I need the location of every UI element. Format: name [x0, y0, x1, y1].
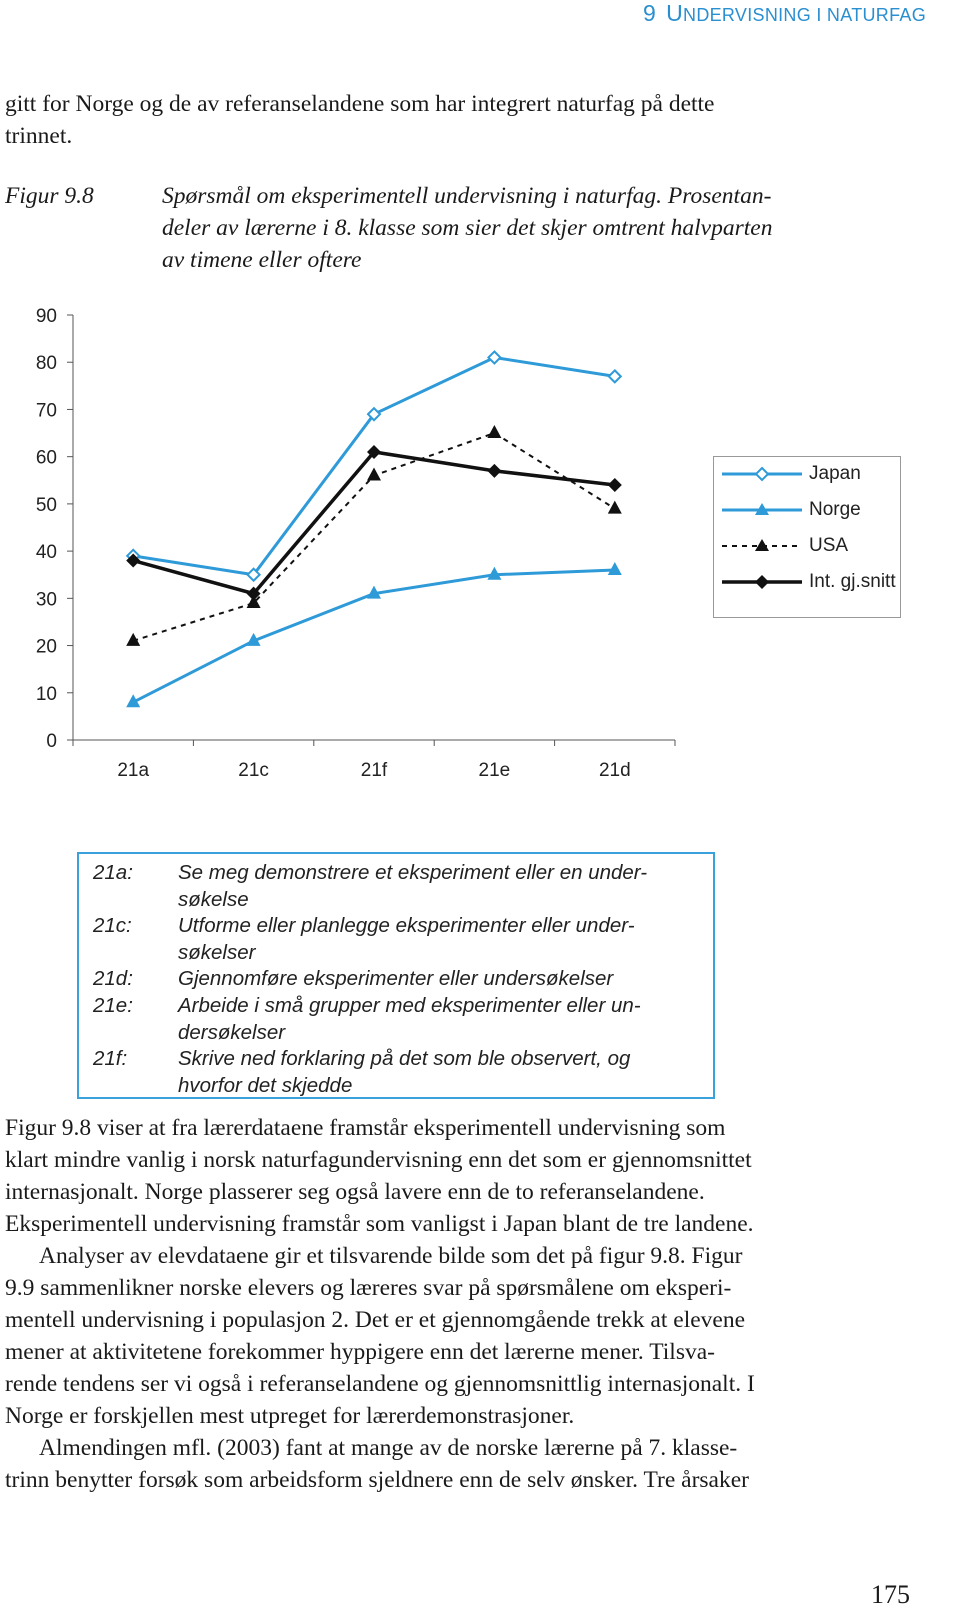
caption-line: deler av lærerne i 8. klasse som sier det skjer omtrent halvparten: [162, 215, 773, 241]
definition-line: Utforme eller planlegge eksperimenter eller under-: [178, 914, 635, 937]
body-line: 9.9 sammenlikner norske elevers og læreres svar på spørsmålene om eksperi-: [5, 1275, 732, 1301]
y-tick-label: 40: [35, 542, 57, 564]
data-point: [608, 478, 622, 492]
chart-series: [126, 352, 622, 708]
body-line: Almendingen mfl. (2003) fant at mange av de norske lærerne på 7. klasse-: [39, 1435, 738, 1461]
y-tick-label: 90: [35, 306, 57, 327]
definition-line: Skrive ned forklaring på det som ble observert, og: [178, 1047, 631, 1070]
chart-axes: [36, 306, 675, 781]
body-line: internasjonalt. Norge plasserer seg også lavere enn de to referanselandene.: [5, 1179, 705, 1205]
legend-int-swatch: [722, 567, 807, 597]
definition-code: 21a:: [93, 861, 133, 884]
legend-item-norge: [714, 495, 900, 525]
data-point: [487, 425, 501, 438]
y-tick-label: 10: [35, 683, 57, 705]
series-line-2: [133, 433, 615, 641]
chapter-title-rest: NDERVISNING I NATURFAG: [683, 5, 926, 25]
definition-code: 21f:: [93, 1047, 128, 1070]
intro-paragraph: [5, 88, 910, 152]
definition-text: [178, 1046, 698, 1099]
legend-label: Int. gj.snitt: [809, 571, 896, 592]
definition-line: søkelser: [178, 940, 256, 964]
definition-code: 21d:: [93, 967, 133, 990]
series-line-0: [133, 358, 615, 575]
legend-label: USA: [809, 535, 849, 556]
body-line: Analyser av elevdataene gir et tilsvarende bilde som det på figur 9.8. Figur: [39, 1243, 743, 1269]
body-line: mener at aktivitetene forekommer hyppigere enn det lærerne mener. Tilsva-: [5, 1339, 715, 1365]
definition-code: 21c:: [93, 914, 132, 937]
y-tick-label: 20: [35, 636, 57, 658]
definitions-box: [77, 852, 715, 1099]
y-tick-label: 80: [35, 353, 57, 375]
definition-line: Arbeide i små grupper med eksperimenter eller un-: [178, 994, 641, 1017]
data-point: [609, 370, 621, 382]
page-number: 175: [871, 1580, 910, 1609]
y-tick-label: 70: [35, 400, 57, 422]
x-tick-label: 21a: [117, 760, 150, 781]
x-tick-label: 21c: [238, 760, 269, 781]
x-tick-label: 21f: [360, 760, 388, 781]
legend-norge-swatch: [722, 495, 807, 525]
chapter-number: 9: [643, 0, 657, 26]
legend-japan-swatch: [722, 459, 807, 489]
y-tick-label: 0: [46, 731, 57, 752]
definition-line: Se meg demonstrere et eksperiment eller en under-: [178, 861, 648, 884]
x-tick-label: 21d: [598, 760, 631, 781]
definition-line: Gjennomføre eksperimenter eller undersøkelser: [178, 967, 614, 990]
legend-item-japan: [714, 459, 900, 489]
definition-text: [178, 966, 698, 993]
data-point: [367, 468, 381, 481]
definition-line: hvorfor det skjedde: [178, 1073, 353, 1097]
definition-text: [178, 913, 698, 966]
caption-line: Spørsmål om eksperimentell undervisning i naturfag. Prosentan-: [162, 183, 772, 209]
y-tick-label: 30: [35, 589, 57, 611]
legend-item-int-snitt: [714, 567, 900, 597]
data-point: [608, 562, 622, 575]
caption-line: av timene eller oftere: [162, 247, 362, 273]
figure-label: Figur 9.8: [5, 183, 94, 209]
y-tick-label: 60: [35, 447, 57, 469]
definition-text: [178, 860, 698, 913]
definition-code: 21e:: [93, 994, 133, 1017]
body-paragraph: [5, 1240, 910, 1432]
legend-label: Japan: [809, 463, 861, 484]
running-header: [643, 0, 926, 27]
chapter-title-initial: U: [666, 0, 684, 26]
body-paragraph: [5, 1112, 910, 1240]
body-line: klart mindre vanlig i norsk naturfagundervisning enn det som er gjennomsnittet: [5, 1147, 752, 1173]
x-tick-label: 21e: [478, 760, 511, 781]
body-line: mentell undervisning i populasjon 2. Det er et gjennomgående trekk at elevene: [5, 1307, 746, 1333]
intro-line: trinnet.: [5, 123, 73, 149]
legend-label: Norge: [809, 499, 861, 520]
legend-usa-swatch: [722, 531, 807, 561]
body-line: rende tendens ser vi også i referanselandene og gjennomsnittlig internasjonalt. I: [5, 1371, 755, 1397]
definition-text: [178, 993, 698, 1046]
legend-item-usa: [714, 531, 900, 561]
body-paragraph: [5, 1432, 910, 1496]
data-point: [487, 464, 501, 478]
body-line: Figur 9.8 viser at fra lærerdataene framstår eksperimentell undervisning som: [5, 1115, 726, 1141]
chart-legend: [713, 456, 901, 618]
data-point: [126, 633, 140, 646]
y-tick-label: 50: [35, 494, 57, 516]
data-point: [608, 501, 622, 514]
definition-line: søkelse: [178, 887, 249, 911]
body-line: Norge er forskjellen mest utpreget for lærerdemonstrasjoner.: [5, 1403, 575, 1429]
figure-caption: [162, 180, 912, 276]
body-line: Eksperimentell undervisning framstår som vanligst i Japan blant de tre landene.: [5, 1211, 754, 1237]
intro-line: gitt for Norge og de av referanselandene som har integrert naturfag på dette: [5, 91, 715, 117]
data-point: [488, 352, 500, 364]
definition-line: dersøkelser: [178, 1020, 286, 1044]
body-line: trinn benytter forsøk som arbeidsform sjeldnere enn de selv ønsker. Tre årsaker: [5, 1467, 749, 1493]
